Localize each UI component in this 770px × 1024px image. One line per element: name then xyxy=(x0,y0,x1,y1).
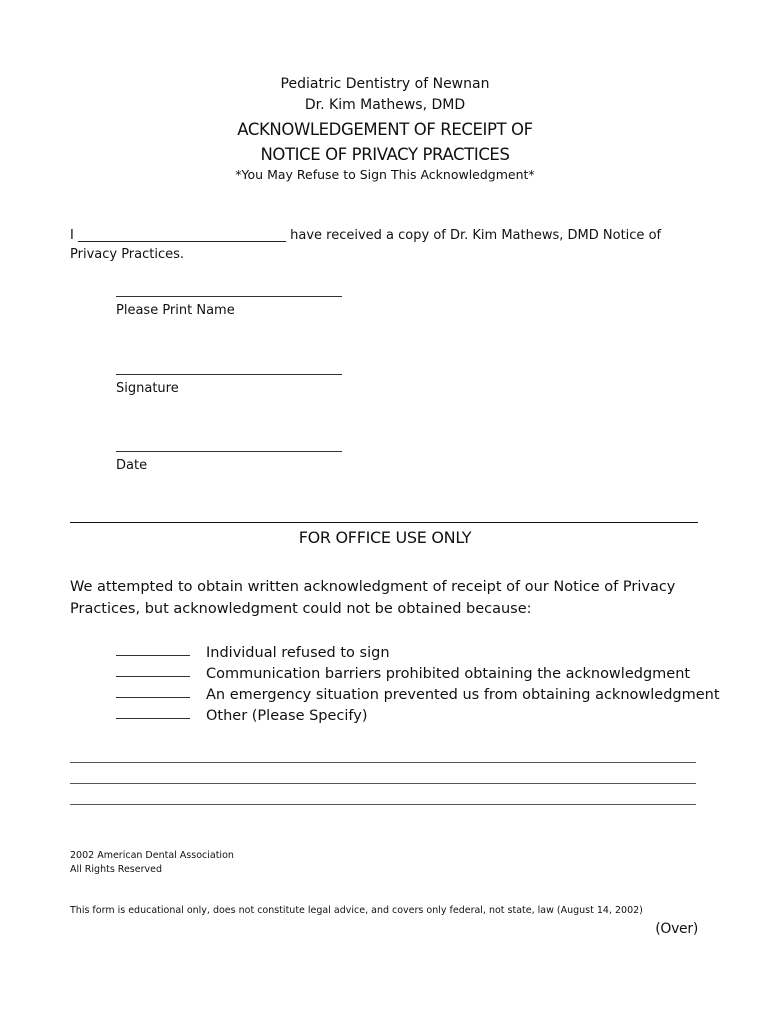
print-name-label: Please Print Name xyxy=(116,303,235,318)
section-divider xyxy=(70,522,698,523)
date-field[interactable] xyxy=(116,451,342,473)
copyright-notice xyxy=(70,849,234,877)
reason-label: Other (Please Specify) xyxy=(206,708,368,724)
reason-list xyxy=(116,640,720,724)
specify-line[interactable] xyxy=(70,762,696,763)
reason-checkbox-line[interactable] xyxy=(116,718,190,719)
practice-name: Pediatric Dentistry of Newnan xyxy=(280,76,490,92)
reason-item xyxy=(116,682,720,703)
reason-checkbox-line[interactable] xyxy=(116,655,190,656)
office-use-heading: FOR OFFICE USE ONLY xyxy=(298,528,472,547)
acknowledgment-statement xyxy=(70,226,700,264)
rights-line: All Rights Reserved xyxy=(70,864,162,875)
signature-line[interactable] xyxy=(116,374,342,375)
date-line[interactable] xyxy=(116,451,342,452)
signature-label: Signature xyxy=(116,381,179,396)
acknowledgment-text: have received a copy of Dr. Kim Mathews, DMD Notice of Privacy Practices. xyxy=(70,228,662,262)
over-label: (Over) xyxy=(655,921,698,937)
specify-line[interactable] xyxy=(70,783,696,784)
signature-field[interactable] xyxy=(116,374,342,396)
reason-label: An emergency situation prevented us from obtaining acknowledgment xyxy=(206,687,720,703)
print-name-line[interactable] xyxy=(116,296,342,297)
reason-label: Communication barriers prohibited obtaining the acknowledgment xyxy=(206,666,691,682)
reason-label: Individual refused to sign xyxy=(206,645,390,661)
print-name-field[interactable] xyxy=(116,296,342,318)
specify-line[interactable] xyxy=(70,804,696,805)
acknowledgment-prefix: I xyxy=(70,228,74,243)
reason-item xyxy=(116,640,720,661)
reason-item xyxy=(116,703,720,724)
office-statement: We attempted to obtain written acknowledgment of receipt of our Notice of Privacy Practices, but acknowledgment could not be obtained because: xyxy=(70,579,676,617)
form-title-line1: ACKNOWLEDGEMENT OF RECEIPT OF xyxy=(237,120,533,139)
name-blank[interactable]: ________________________________ xyxy=(77,228,286,243)
reason-item xyxy=(116,661,720,682)
copyright-line: 2002 American Dental Association xyxy=(70,850,234,861)
reason-checkbox-line[interactable] xyxy=(116,676,190,677)
refuse-note: *You May Refuse to Sign This Acknowledgment* xyxy=(235,167,535,182)
date-label: Date xyxy=(116,458,148,473)
form-title-line2: NOTICE OF PRIVACY PRACTICES xyxy=(260,145,510,164)
reason-checkbox-line[interactable] xyxy=(116,697,190,698)
doctor-name: Dr. Kim Mathews, DMD xyxy=(304,97,466,113)
disclaimer: This form is educational only, does not constitute legal advice, and covers only federal, not state, law (August 14, 2002) xyxy=(70,905,643,916)
